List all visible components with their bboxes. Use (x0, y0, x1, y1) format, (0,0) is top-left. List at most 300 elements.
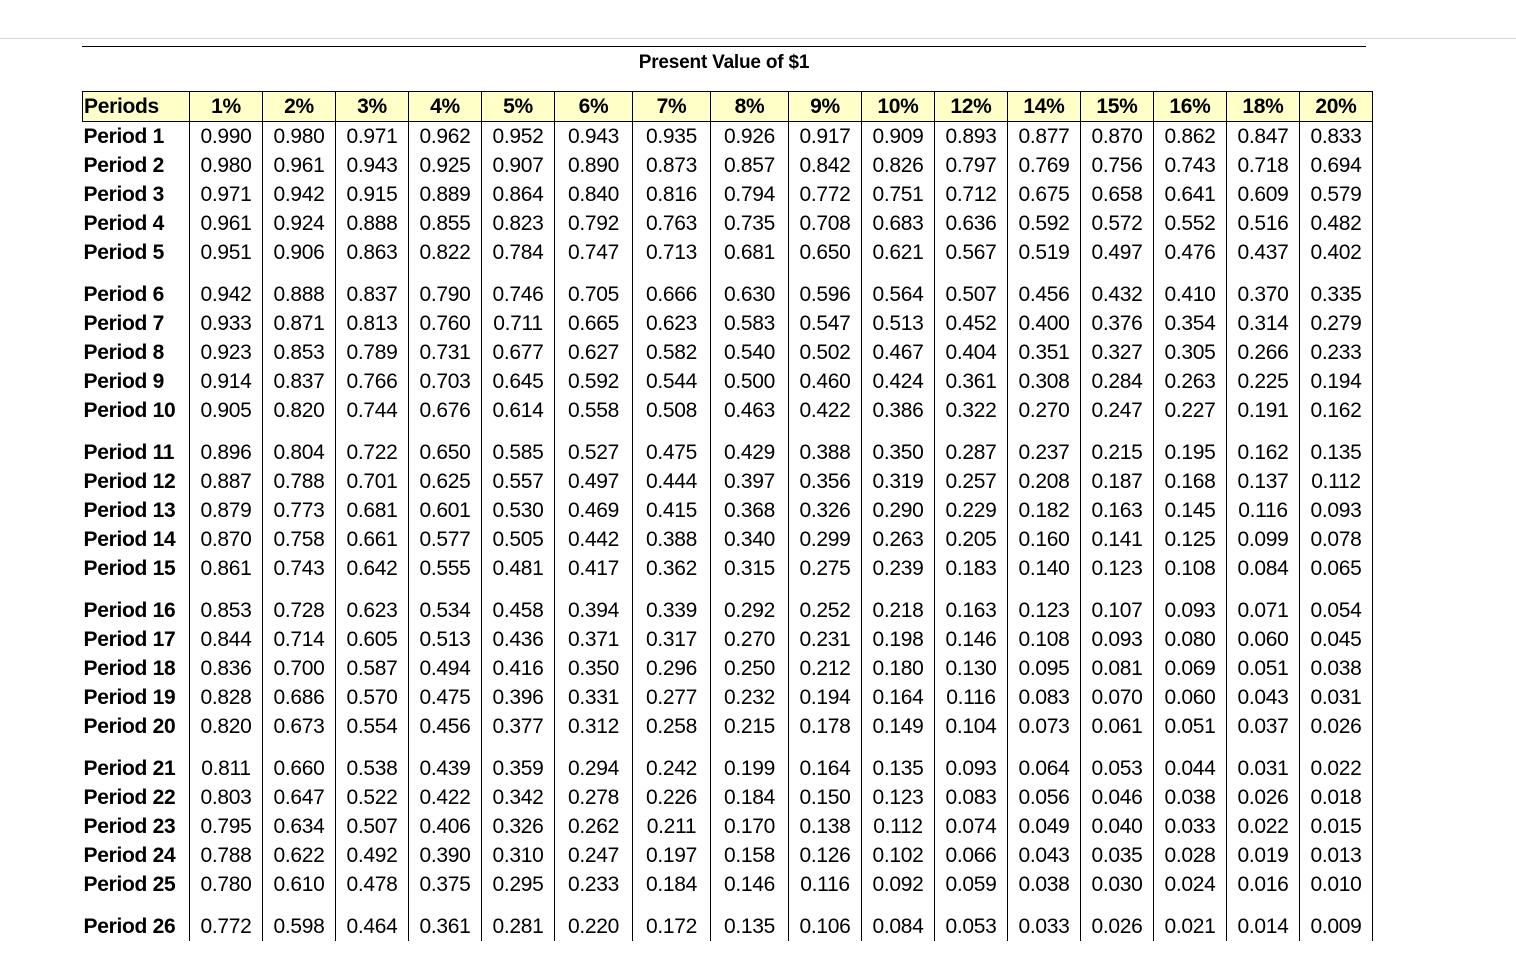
pv-factor-cell: 0.073 (1008, 712, 1081, 741)
table-row (83, 625, 1373, 654)
pv-factor-cell: 0.093 (1300, 496, 1373, 525)
pv-factor-cell: 0.199 (711, 741, 789, 783)
pv-factor-cell: 0.095 (1008, 654, 1081, 683)
pv-factor-cell: 0.162 (1300, 396, 1373, 425)
pv-factor-cell: 0.212 (789, 654, 862, 683)
pv-factor-cell: 0.026 (1300, 712, 1373, 741)
pv-factor-cell: 0.634 (263, 812, 336, 841)
pv-factor-cell: 0.627 (555, 338, 633, 367)
pv-factor-cell: 0.093 (1081, 625, 1154, 654)
pv-factor-cell: 0.952 (482, 122, 555, 152)
header-row (83, 92, 1373, 122)
pv-factor-cell: 0.790 (409, 267, 482, 309)
pv-factor-cell: 0.681 (336, 496, 409, 525)
pv-factor-cell: 0.406 (409, 812, 482, 841)
pv-factor-cell: 0.083 (935, 783, 1008, 812)
pv-factor-cell: 0.478 (336, 870, 409, 899)
pv-factor-cell: 0.220 (555, 899, 633, 941)
pv-factor-cell: 0.482 (1300, 209, 1373, 238)
pv-factor-cell: 0.084 (862, 899, 935, 941)
pv-factor-cell: 0.914 (190, 367, 263, 396)
rate-column-header: 10% (862, 92, 935, 122)
pv-factor-cell: 0.794 (711, 180, 789, 209)
pv-factor-cell: 0.376 (1081, 309, 1154, 338)
period-label: Period 22 (83, 783, 190, 812)
pv-factor-cell: 0.266 (1227, 338, 1300, 367)
pv-factor-cell: 0.864 (482, 180, 555, 209)
period-label: Period 18 (83, 654, 190, 683)
pv-factor-cell: 0.371 (555, 625, 633, 654)
pv-factor-cell: 0.084 (1227, 554, 1300, 583)
pv-factor-cell: 0.335 (1300, 267, 1373, 309)
pv-factor-cell: 0.666 (633, 267, 711, 309)
pv-factor-cell: 0.853 (263, 338, 336, 367)
pv-factor-cell: 0.314 (1227, 309, 1300, 338)
pv-factor-cell: 0.317 (633, 625, 711, 654)
pv-factor-cell: 0.500 (711, 367, 789, 396)
pv-factor-cell: 0.713 (633, 238, 711, 267)
pv-factor-cell: 0.476 (1154, 238, 1227, 267)
pv-factor-cell: 0.396 (482, 683, 555, 712)
period-label: Period 9 (83, 367, 190, 396)
pv-factor-cell: 0.044 (1154, 741, 1227, 783)
pv-factor-cell: 0.564 (862, 267, 935, 309)
pv-factor-cell: 0.296 (633, 654, 711, 683)
pv-factor-cell: 0.609 (1227, 180, 1300, 209)
pv-factor-cell: 0.299 (789, 525, 862, 554)
pv-factor-cell: 0.108 (1008, 625, 1081, 654)
table-row (83, 267, 1373, 309)
pv-factor-cell: 0.247 (1081, 396, 1154, 425)
period-label: Period 11 (83, 425, 190, 467)
pv-factor-cell: 0.718 (1227, 151, 1300, 180)
pv-factor-cell: 0.183 (935, 554, 1008, 583)
pv-factor-cell: 0.469 (555, 496, 633, 525)
pv-factor-cell: 0.700 (263, 654, 336, 683)
pv-factor-cell: 0.322 (935, 396, 1008, 425)
pv-factor-cell: 0.788 (263, 467, 336, 496)
rate-column-header: 2% (263, 92, 336, 122)
pv-factor-cell: 0.040 (1081, 812, 1154, 841)
pv-factor-cell: 0.492 (336, 841, 409, 870)
pv-factor-cell: 0.422 (789, 396, 862, 425)
pv-factor-cell: 0.102 (862, 841, 935, 870)
pv-factor-cell: 0.508 (633, 396, 711, 425)
pv-factor-cell: 0.756 (1081, 151, 1154, 180)
pv-factor-cell: 0.889 (409, 180, 482, 209)
pv-factor-cell: 0.149 (862, 712, 935, 741)
pv-factor-cell: 0.530 (482, 496, 555, 525)
pv-factor-cell: 0.043 (1008, 841, 1081, 870)
pv-factor-cell: 0.070 (1081, 683, 1154, 712)
pv-factor-cell: 0.544 (633, 367, 711, 396)
rate-column-header: 6% (555, 92, 633, 122)
pv-factor-cell: 0.705 (555, 267, 633, 309)
pv-factor-cell: 0.822 (409, 238, 482, 267)
period-label: Period 19 (83, 683, 190, 712)
pv-factor-cell: 0.258 (633, 712, 711, 741)
pv-factor-cell: 0.178 (789, 712, 862, 741)
period-label: Period 6 (83, 267, 190, 309)
rate-column-header: 5% (482, 92, 555, 122)
pv-factor-cell: 0.673 (263, 712, 336, 741)
pv-factor-cell: 0.436 (482, 625, 555, 654)
pv-factor-cell: 0.390 (409, 841, 482, 870)
pv-factor-cell: 0.197 (633, 841, 711, 870)
pv-factor-cell: 0.990 (190, 122, 263, 152)
pv-factor-cell: 0.080 (1154, 625, 1227, 654)
pv-factor-cell: 0.310 (482, 841, 555, 870)
pv-factor-cell: 0.780 (190, 870, 263, 899)
pv-factor-cell: 0.368 (711, 496, 789, 525)
pv-factor-cell: 0.060 (1227, 625, 1300, 654)
period-label: Period 1 (83, 122, 190, 152)
pv-factor-cell: 0.394 (555, 583, 633, 625)
pv-factor-cell: 0.135 (711, 899, 789, 941)
pv-factor-cell: 0.513 (409, 625, 482, 654)
table-row (83, 712, 1373, 741)
pv-factor-cell: 0.416 (482, 654, 555, 683)
pv-factor-cell: 0.424 (862, 367, 935, 396)
pv-factor-cell: 0.135 (1300, 425, 1373, 467)
pv-factor-cell: 0.141 (1081, 525, 1154, 554)
pv-factor-cell: 0.198 (862, 625, 935, 654)
pv-factor-cell: 0.516 (1227, 209, 1300, 238)
pv-factor-cell: 0.621 (862, 238, 935, 267)
pv-factor-cell: 0.233 (1300, 338, 1373, 367)
pv-factor-cell: 0.060 (1154, 683, 1227, 712)
pv-factor-cell: 0.227 (1154, 396, 1227, 425)
pv-factor-cell: 0.572 (1081, 209, 1154, 238)
pv-factor-cell: 0.018 (1300, 783, 1373, 812)
pv-factor-cell: 0.233 (555, 870, 633, 899)
pv-factor-cell: 0.026 (1227, 783, 1300, 812)
pv-factor-cell: 0.327 (1081, 338, 1154, 367)
pv-factor-cell: 0.592 (555, 367, 633, 396)
pv-factor-cell: 0.842 (789, 151, 862, 180)
pv-factor-cell: 0.028 (1154, 841, 1227, 870)
pv-factor-cell: 0.863 (336, 238, 409, 267)
pv-factor-cell: 0.731 (409, 338, 482, 367)
pv-factor-cell: 0.650 (789, 238, 862, 267)
pv-factor-cell: 0.415 (633, 496, 711, 525)
rate-column-header: 4% (409, 92, 482, 122)
pv-factor-cell: 0.647 (263, 783, 336, 812)
pv-factor-cell: 0.033 (1154, 812, 1227, 841)
pv-factor-cell: 0.035 (1081, 841, 1154, 870)
table-row (83, 151, 1373, 180)
pv-factor-cell: 0.980 (263, 122, 336, 152)
pv-factor-cell: 0.326 (482, 812, 555, 841)
pv-factor-cell: 0.123 (1081, 554, 1154, 583)
pv-factor-cell: 0.760 (409, 309, 482, 338)
pv-factor-cell: 0.703 (409, 367, 482, 396)
pv-factor-cell: 0.961 (263, 151, 336, 180)
pv-factor-cell: 0.263 (862, 525, 935, 554)
pv-factor-cell: 0.442 (555, 525, 633, 554)
pv-factor-cell: 0.722 (336, 425, 409, 467)
pv-factor-cell: 0.331 (555, 683, 633, 712)
table-title: Present Value of $1 (82, 46, 1366, 91)
pv-factor-cell: 0.522 (336, 783, 409, 812)
pv-factor-cell: 0.971 (336, 122, 409, 152)
pv-factor-cell: 0.585 (482, 425, 555, 467)
pv-factor-cell: 0.711 (482, 309, 555, 338)
pv-factor-cell: 0.751 (862, 180, 935, 209)
pv-factor-cell: 0.388 (789, 425, 862, 467)
pv-factor-cell: 0.290 (862, 496, 935, 525)
pv-factor-cell: 0.279 (1300, 309, 1373, 338)
pv-factor-cell: 0.351 (1008, 338, 1081, 367)
pv-factor-cell: 0.888 (336, 209, 409, 238)
pv-factor-cell: 0.145 (1154, 496, 1227, 525)
pv-factor-cell: 0.104 (935, 712, 1008, 741)
pv-factor-cell: 0.641 (1154, 180, 1227, 209)
pv-factor-cell: 0.138 (789, 812, 862, 841)
pv-factor-cell: 0.361 (409, 899, 482, 941)
pv-factor-cell: 0.917 (789, 122, 862, 152)
pv-factor-cell: 0.277 (633, 683, 711, 712)
pv-factor-cell: 0.879 (190, 496, 263, 525)
pv-factor-cell: 0.463 (711, 396, 789, 425)
pv-factor-cell: 0.092 (862, 870, 935, 899)
pv-factor-cell: 0.820 (190, 712, 263, 741)
pv-factor-cell: 0.502 (789, 338, 862, 367)
pv-factor-cell: 0.015 (1300, 812, 1373, 841)
pv-factor-cell: 0.933 (190, 309, 263, 338)
pv-factor-cell: 0.194 (789, 683, 862, 712)
pv-factor-cell: 0.923 (190, 338, 263, 367)
rate-column-header: 3% (336, 92, 409, 122)
pv-factor-cell: 0.168 (1154, 467, 1227, 496)
pv-factor-cell: 0.170 (711, 812, 789, 841)
pv-factor-cell: 0.766 (336, 367, 409, 396)
pv-factor-cell: 0.284 (1081, 367, 1154, 396)
period-label: Period 10 (83, 396, 190, 425)
pv-factor-cell: 0.225 (1227, 367, 1300, 396)
pv-factor-cell: 0.016 (1227, 870, 1300, 899)
pv-factor-cell: 0.610 (263, 870, 336, 899)
pv-factor-cell: 0.386 (862, 396, 935, 425)
pv-factor-cell: 0.915 (336, 180, 409, 209)
pv-factor-cell: 0.833 (1300, 122, 1373, 152)
pv-factor-cell: 0.437 (1227, 238, 1300, 267)
pv-factor-cell: 0.422 (409, 783, 482, 812)
period-label: Period 26 (83, 899, 190, 941)
pv-factor-cell: 0.788 (190, 841, 263, 870)
period-label: Period 21 (83, 741, 190, 783)
pv-factor-cell: 0.743 (1154, 151, 1227, 180)
pv-factor-cell: 0.871 (263, 309, 336, 338)
period-label: Period 3 (83, 180, 190, 209)
pv-factor-cell: 0.961 (190, 209, 263, 238)
pv-factor-cell: 0.066 (935, 841, 1008, 870)
pv-factor-cell: 0.295 (482, 870, 555, 899)
pv-factor-cell: 0.208 (1008, 467, 1081, 496)
pv-factor-cell: 0.890 (555, 151, 633, 180)
pv-factor-cell: 0.658 (1081, 180, 1154, 209)
period-label: Period 14 (83, 525, 190, 554)
pv-factor-cell: 0.444 (633, 467, 711, 496)
rate-column-header: 7% (633, 92, 711, 122)
pv-factor-cell: 0.184 (711, 783, 789, 812)
table-row (83, 683, 1373, 712)
pv-factor-cell: 0.106 (789, 899, 862, 941)
pv-factor-cell: 0.784 (482, 238, 555, 267)
pv-factor-cell: 0.056 (1008, 783, 1081, 812)
table-row (83, 238, 1373, 267)
pv-factor-cell: 0.855 (409, 209, 482, 238)
pv-factor-cell: 0.046 (1081, 783, 1154, 812)
pv-factor-cell: 0.942 (190, 267, 263, 309)
pv-factor-cell: 0.229 (935, 496, 1008, 525)
pv-factor-cell: 0.909 (862, 122, 935, 152)
pv-factor-cell: 0.660 (263, 741, 336, 783)
pv-factor-cell: 0.622 (263, 841, 336, 870)
pv-factor-cell: 0.795 (190, 812, 263, 841)
pv-factor-cell: 0.049 (1008, 812, 1081, 841)
table-row (83, 870, 1373, 899)
pv-factor-cell: 0.278 (555, 783, 633, 812)
table-row (83, 554, 1373, 583)
pv-factor-cell: 0.250 (711, 654, 789, 683)
pv-factor-cell: 0.870 (190, 525, 263, 554)
pv-factor-cell: 0.743 (263, 554, 336, 583)
pv-factor-cell: 0.456 (1008, 267, 1081, 309)
table-row (83, 396, 1373, 425)
pv-factor-cell: 0.605 (336, 625, 409, 654)
pv-factor-cell: 0.596 (789, 267, 862, 309)
pv-factor-cell: 0.064 (1008, 741, 1081, 783)
pv-factor-cell: 0.925 (409, 151, 482, 180)
pv-factor-cell: 0.078 (1300, 525, 1373, 554)
pv-factor-cell: 0.758 (263, 525, 336, 554)
pv-factor-cell: 0.926 (711, 122, 789, 152)
table-row (83, 812, 1373, 841)
pv-factor-cell: 0.356 (789, 467, 862, 496)
pv-factor-cell: 0.014 (1227, 899, 1300, 941)
pv-factor-cell: 0.712 (935, 180, 1008, 209)
pv-factor-cell: 0.107 (1081, 583, 1154, 625)
pv-factor-cell: 0.022 (1300, 741, 1373, 783)
pv-factor-cell: 0.116 (935, 683, 1008, 712)
pv-factor-cell: 0.935 (633, 122, 711, 152)
pv-factor-cell: 0.823 (482, 209, 555, 238)
pv-factor-cell: 0.746 (482, 267, 555, 309)
pv-factor-cell: 0.980 (190, 151, 263, 180)
pv-factor-cell: 0.021 (1154, 899, 1227, 941)
pv-factor-cell: 0.460 (789, 367, 862, 396)
pv-factor-cell: 0.836 (190, 654, 263, 683)
pv-factor-cell: 0.645 (482, 367, 555, 396)
rate-column-header: 12% (935, 92, 1008, 122)
pv-factor-cell: 0.557 (482, 467, 555, 496)
pv-factor-cell: 0.813 (336, 309, 409, 338)
pv-factor-cell: 0.305 (1154, 338, 1227, 367)
pv-factor-cell: 0.857 (711, 151, 789, 180)
rate-column-header: 1% (190, 92, 263, 122)
pv-factor-cell: 0.538 (336, 741, 409, 783)
table-row (83, 783, 1373, 812)
pv-factor-cell: 0.137 (1227, 467, 1300, 496)
rate-column-header: 16% (1154, 92, 1227, 122)
pv-factor-cell: 0.038 (1008, 870, 1081, 899)
pv-factor-cell: 0.583 (711, 309, 789, 338)
pv-factor-cell: 0.402 (1300, 238, 1373, 267)
pv-factor-cell: 0.540 (711, 338, 789, 367)
pv-factor-cell: 0.534 (409, 583, 482, 625)
pv-factor-cell: 0.481 (482, 554, 555, 583)
pv-factor-cell: 0.870 (1081, 122, 1154, 152)
pv-factor-cell: 0.676 (409, 396, 482, 425)
pv-factor-cell: 0.773 (263, 496, 336, 525)
pv-factor-cell: 0.625 (409, 467, 482, 496)
present-value-table (82, 91, 1373, 941)
pv-factor-cell: 0.404 (935, 338, 1008, 367)
pv-factor-cell: 0.971 (190, 180, 263, 209)
pv-factor-cell: 0.140 (1008, 554, 1081, 583)
pv-factor-cell: 0.242 (633, 741, 711, 783)
pv-factor-cell: 0.429 (711, 425, 789, 467)
table-row (83, 425, 1373, 467)
pv-factor-cell: 0.312 (555, 712, 633, 741)
pv-factor-cell: 0.226 (633, 783, 711, 812)
pv-factor-cell: 0.275 (789, 554, 862, 583)
pv-factor-cell: 0.896 (190, 425, 263, 467)
pv-factor-cell: 0.350 (862, 425, 935, 467)
pv-factor-cell: 0.942 (263, 180, 336, 209)
pv-factor-cell: 0.873 (633, 151, 711, 180)
pv-factor-cell: 0.661 (336, 525, 409, 554)
pv-factor-cell: 0.527 (555, 425, 633, 467)
pv-factor-cell: 0.051 (1154, 712, 1227, 741)
present-value-sheet (82, 46, 1366, 941)
pv-factor-cell: 0.292 (711, 583, 789, 625)
period-label: Period 16 (83, 583, 190, 625)
table-row (83, 583, 1373, 625)
table-body (83, 122, 1373, 942)
pv-factor-cell: 0.554 (336, 712, 409, 741)
period-label: Period 23 (83, 812, 190, 841)
table-row (83, 525, 1373, 554)
pv-factor-cell: 0.191 (1227, 396, 1300, 425)
pv-factor-cell: 0.614 (482, 396, 555, 425)
rate-column-header: 20% (1300, 92, 1373, 122)
pv-factor-cell: 0.943 (555, 122, 633, 152)
rate-column-header: 18% (1227, 92, 1300, 122)
pv-factor-cell: 0.308 (1008, 367, 1081, 396)
pv-factor-cell: 0.650 (409, 425, 482, 467)
pv-factor-cell: 0.108 (1154, 554, 1227, 583)
pv-factor-cell: 0.686 (263, 683, 336, 712)
pv-factor-cell: 0.811 (190, 741, 263, 783)
rate-column-header: 15% (1081, 92, 1154, 122)
pv-factor-cell: 0.294 (555, 741, 633, 783)
pv-factor-cell: 0.030 (1081, 870, 1154, 899)
pv-factor-cell: 0.045 (1300, 625, 1373, 654)
pv-factor-cell: 0.031 (1227, 741, 1300, 783)
periods-column-header: Periods (83, 92, 190, 122)
pv-factor-cell: 0.342 (482, 783, 555, 812)
pv-factor-cell: 0.708 (789, 209, 862, 238)
table-row (83, 654, 1373, 683)
pv-factor-cell: 0.905 (190, 396, 263, 425)
pv-factor-cell: 0.797 (935, 151, 1008, 180)
pv-factor-cell: 0.354 (1154, 309, 1227, 338)
pv-factor-cell: 0.943 (336, 151, 409, 180)
pv-factor-cell: 0.665 (555, 309, 633, 338)
period-label: Period 2 (83, 151, 190, 180)
